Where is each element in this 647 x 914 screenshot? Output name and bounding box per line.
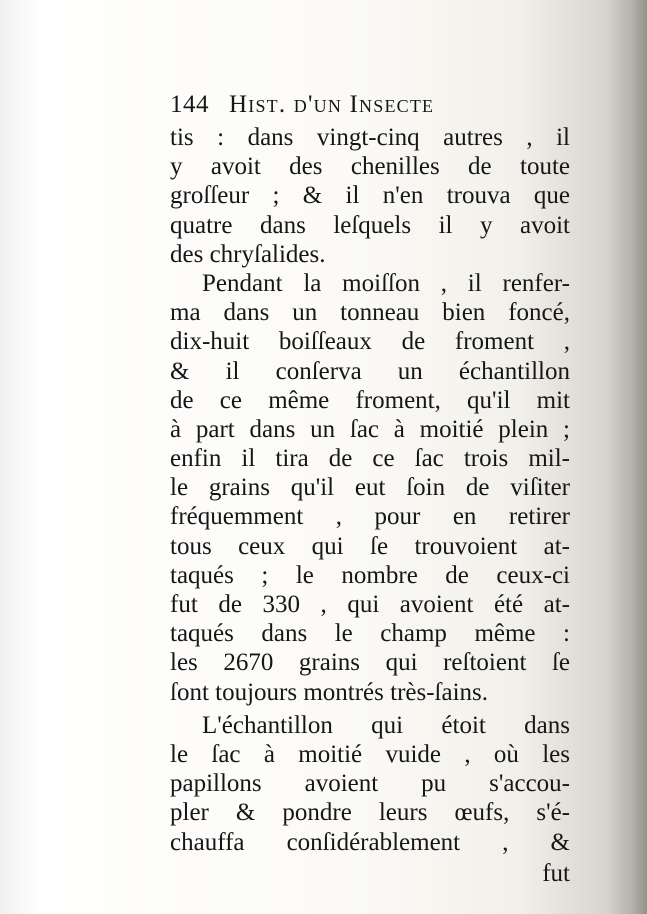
- paragraph-start-line: L'échantillon qui étoit dans: [202, 711, 570, 739]
- paragraph-start-line: Pendant la moiſſon , il renfer-: [202, 269, 570, 297]
- text-line: taqués dans le champ même :: [170, 620, 570, 648]
- text-line: le grains qu'il eut ſoin de viſiter: [170, 474, 570, 502]
- text-line: taqués ; le nombre de ceux-ci: [170, 561, 570, 589]
- running-head: Hist. d'un Insecte: [229, 91, 435, 118]
- page-edge-shadow: [609, 0, 647, 914]
- text-line: tis : dans vingt-cinq autres , il: [170, 124, 570, 151]
- text-line: tous ceux qui ſe trouvoient at-: [170, 532, 570, 560]
- text-line: enfin il tira de ce ſac trois mil-: [170, 445, 570, 473]
- text-line: quatre dans leſquels il y avoit: [170, 211, 570, 239]
- text-line: des chryſalides.: [170, 240, 326, 268]
- page-number: 144: [170, 91, 209, 118]
- text-line: pler & pondre leurs œufs, s'é-: [170, 799, 570, 827]
- text-line: fut de 330 , qui avoient été at-: [170, 591, 570, 618]
- text-block: [170, 90, 570, 888]
- text-line: y avoit des chenilles de toute: [170, 153, 570, 181]
- text-line: ma dans un tonneau bien foncé,: [170, 299, 570, 327]
- text-line: fréquemment , pour en retirer: [170, 503, 570, 531]
- text-line: de ce même froment, qu'il mit: [170, 386, 570, 414]
- text-line: à part dans un ſac à moitié plein ;: [170, 415, 570, 443]
- page-gutter-shadow: [0, 0, 40, 914]
- catchword: fut: [542, 859, 570, 887]
- text-line: & il conſerva un échantillon: [170, 357, 570, 385]
- text-line: groſſeur ; & il n'en trouva que: [170, 182, 570, 210]
- page-header: [170, 90, 570, 123]
- text-line: les 2670 grains qui reſtoient ſe: [170, 649, 570, 677]
- text-line: dix-huit boiſſeaux de froment ,: [170, 328, 570, 356]
- text-line: le ſac à moitié vuide , où les: [170, 740, 570, 768]
- text-line: ſont toujours montrés très-ſains.: [170, 678, 489, 706]
- text-line: chauffa conſidérablement , &: [170, 828, 570, 856]
- text-line: papillons avoient pu s'accou-: [170, 770, 570, 798]
